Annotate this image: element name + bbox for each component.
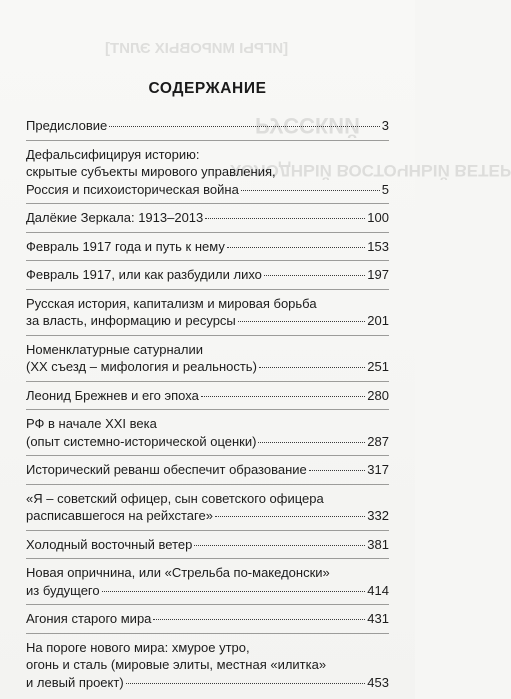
dot-leader [126, 683, 366, 684]
toc-page-number: 280 [367, 387, 389, 403]
toc-entry-title-line: На пороге нового мира: хмурое утро, [26, 639, 250, 655]
toc-entry[interactable] [26, 564, 389, 599]
toc-entry-title-line: из будущего [26, 582, 100, 598]
toc-entry[interactable] [26, 461, 389, 479]
toc-entry-last-line [26, 582, 389, 600]
dot-leader [194, 545, 365, 546]
toc-entry-title-line: «Я – советский офицер, сын советского офицера [26, 490, 324, 506]
dot-leader [264, 275, 365, 276]
toc-entry-title-line: Дефальсифицируя историю: [26, 146, 200, 162]
dot-leader [109, 126, 380, 127]
dot-leader [215, 516, 365, 517]
dot-leader [241, 190, 380, 191]
dot-leader [201, 396, 365, 397]
toc-page-number: 453 [367, 674, 389, 690]
toc-entry-title-line: скрытые субъекты мирового управления, [26, 164, 276, 179]
toc-entry[interactable] [26, 639, 389, 692]
toc-entry-last-line [26, 358, 389, 376]
toc-entry-title-line: (опыт системно-исторической оценки) [26, 433, 257, 449]
toc-entry-title-line: РФ в начале XXI века [26, 416, 157, 431]
toc-entry-last-line [26, 536, 389, 554]
toc-entry-title-line: и левый проект) [26, 674, 124, 690]
table-of-contents [26, 117, 389, 691]
toc-separator [26, 335, 389, 336]
toc-entry-last-line [26, 507, 389, 525]
toc-entry-last-line [26, 181, 389, 199]
toc-entry[interactable] [26, 341, 389, 376]
toc-page-number: 332 [367, 508, 389, 523]
toc-title: СОДЕРЖАНИЕ [148, 80, 267, 97]
dot-leader [238, 321, 366, 322]
bleed-through-text: [ИГРЫ МИРОВЫХ ЭЛИТ] [105, 40, 289, 57]
toc-entry-title-line: Предисловие [26, 118, 108, 133]
toc-page-number: 201 [367, 313, 389, 328]
toc-entry-last-line [26, 117, 389, 135]
toc-separator [26, 604, 389, 605]
toc-entry[interactable] [26, 209, 389, 227]
toc-entry[interactable] [26, 387, 389, 405]
toc-page-number: 381 [367, 536, 389, 552]
toc-page-number: 197 [367, 267, 389, 282]
dot-leader [153, 619, 365, 620]
toc-entry-last-line [26, 674, 389, 692]
toc-page-number: 251 [367, 359, 389, 374]
toc-entry[interactable] [26, 295, 389, 330]
toc-entry[interactable] [26, 415, 389, 450]
toc-entry-last-line [26, 266, 389, 284]
toc-separator [26, 260, 389, 261]
toc-page-number: 431 [367, 611, 389, 626]
toc-entry[interactable] [26, 117, 389, 135]
dot-leader [258, 442, 365, 443]
toc-separator [26, 140, 389, 141]
toc-page-number: 317 [367, 462, 389, 477]
toc-entry-title-line: за власть, информацию и ресурсы [26, 313, 236, 328]
toc-entry-last-line [26, 461, 389, 479]
toc-entry-title-line: (ХХ съезд – мифология и реальность) [26, 359, 257, 374]
toc-entry-title-line: Новая опричнина, или «Стрельба по-македонски» [26, 565, 330, 580]
dot-leader [259, 367, 365, 368]
toc-entry-title-line: Далёкие Зеркала: 1913–2013 [26, 210, 204, 225]
toc-entry-title-line: Холодный восточный ветер [26, 536, 193, 552]
toc-entry[interactable] [26, 238, 389, 256]
toc-separator [26, 633, 389, 634]
toc-separator [26, 455, 389, 456]
toc-entry-last-line [26, 610, 389, 628]
toc-page-number: 287 [367, 433, 389, 449]
dot-leader [102, 591, 366, 592]
toc-entry-last-line [26, 312, 389, 330]
toc-page-number: 414 [367, 582, 389, 598]
toc-separator [26, 409, 389, 410]
toc-entry-title-line: Номенклатурные сатурналии [26, 341, 204, 357]
toc-separator [26, 558, 389, 559]
toc-entry[interactable] [26, 266, 389, 284]
toc-entry[interactable] [26, 536, 389, 554]
bleed-through-text: ХОЛОДНЫЙ ВОСТОЧНЫЙ ВЕТЕР [230, 161, 511, 180]
bleed-through-text: РУССКИЙ [255, 113, 360, 138]
toc-entry-title-line: Исторический реванш обеспечит образование [26, 462, 307, 477]
toc-entry-last-line [26, 209, 389, 227]
toc-page-number: 153 [367, 238, 389, 254]
toc-entry[interactable] [26, 610, 389, 628]
toc-entry-title-line: Агония старого мира [26, 611, 152, 626]
toc-entry-last-line [26, 238, 389, 256]
toc-entry[interactable] [26, 146, 389, 199]
toc-entry-title-line: Русская история, капитализм и мировая борьба [26, 295, 317, 311]
toc-separator [26, 381, 389, 382]
toc-separator [26, 530, 389, 531]
toc-entry-title-line: огонь и сталь (мировые элиты, местная «илитка» [26, 657, 327, 672]
toc-page-number: 3 [381, 118, 389, 133]
toc-entry-title-line: Леонид Брежнев и его эпоха [26, 387, 199, 403]
toc-separator [26, 203, 389, 204]
toc-separator [26, 289, 389, 290]
toc-separator [26, 484, 389, 485]
dot-leader [309, 470, 366, 471]
toc-page-number: 5 [381, 181, 389, 197]
toc-entry-last-line [26, 433, 389, 451]
dot-leader [205, 218, 365, 219]
toc-entry-last-line [26, 387, 389, 405]
toc-entry-title-line: Февраль 1917 года и путь к нему [26, 238, 225, 254]
toc-entry-title-line: Февраль 1917, или как разбудили лихо [26, 267, 262, 282]
toc-page-number: 100 [367, 210, 389, 225]
toc-entry-title-line: расписавшегося на рейхстаге» [26, 508, 213, 523]
toc-entry[interactable] [26, 490, 389, 525]
toc-entry-title-line: Россия и психоисторическая война [26, 181, 239, 197]
dot-leader [227, 247, 365, 248]
toc-separator [26, 232, 389, 233]
